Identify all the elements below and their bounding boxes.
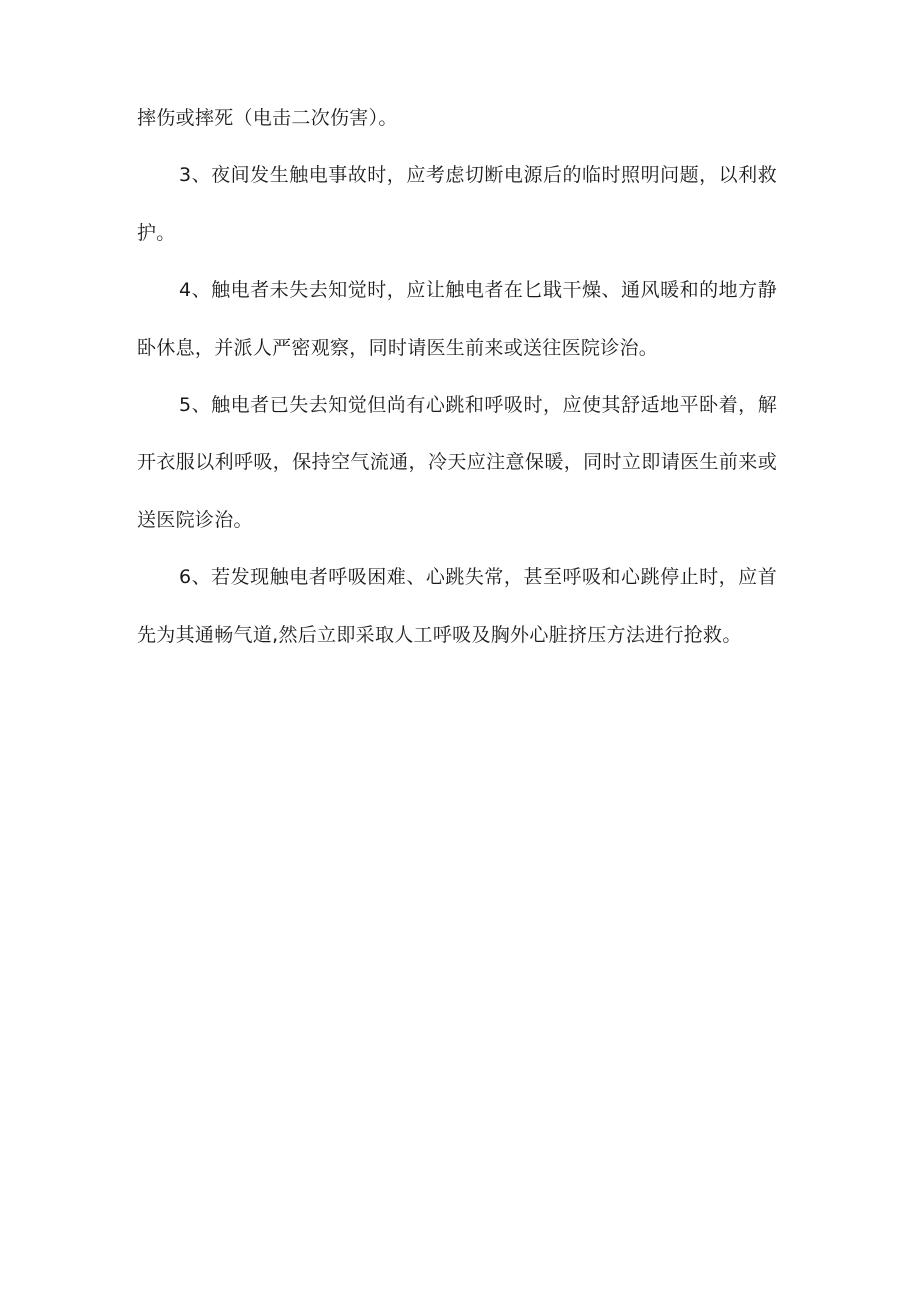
paragraph-item-5: 5、触电者已失去知觉但尚有心跳和呼吸时，应使其舒适地平卧着，解开衣服以利呼吸，保持空气流通，冷天应注意保暖，同时立即请医生前来或送医院诊治。: [137, 394, 777, 531]
paragraph-continuation: 摔伤或摔死（电击二次伤害）。: [137, 107, 398, 129]
paragraph-item-4: 4、触电者未失去知觉时，应让触电者在匕戢干燥、通风暖和的地方静卧休息，并派人严密观察，同时请医生前来或送往医院诊治。: [137, 279, 777, 359]
document-body: [137, 90, 777, 664]
paragraph-item-6: 6、若发现触电者呼吸困难、心跳失常，甚至呼吸和心跳停止时，应首先为其通畅气道,然后立即采取人工呼吸及胸外心脏挤压方法进行抢救。: [137, 566, 777, 646]
paragraph-item-3: 3、夜间发生触电事故时，应考虑切断电源后的临时照明问题，以利救护。: [137, 164, 777, 244]
